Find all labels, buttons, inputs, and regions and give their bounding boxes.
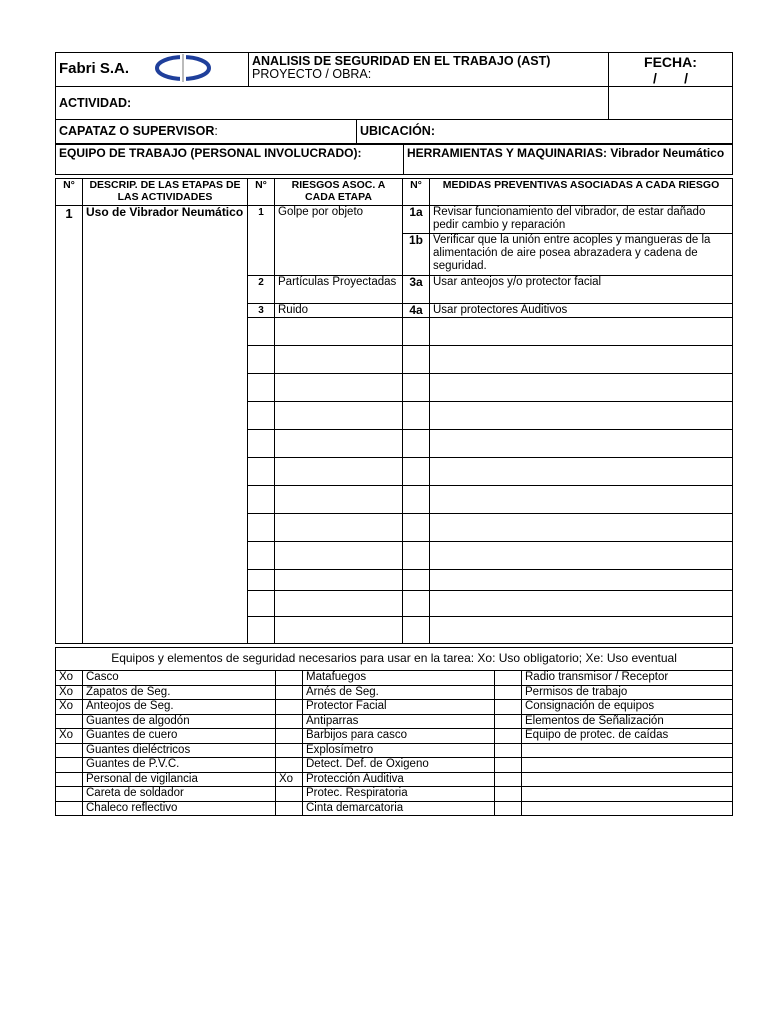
activity-field	[56, 87, 609, 120]
table-cell	[248, 617, 275, 644]
equipment-mark: Xo	[56, 685, 83, 700]
equipment-mark	[56, 787, 83, 802]
table-row	[56, 700, 733, 715]
equipment-item: Guantes de algodón	[83, 714, 276, 729]
equipment-title: Equipos y elementos de seguridad necesarios para usar en la tarea: Xo: Uso obligatorio; Xe: Uso eventual	[56, 648, 733, 671]
risk-text: Ruido	[275, 304, 403, 318]
equipment-mark	[56, 743, 83, 758]
equipment-mark	[276, 743, 303, 758]
equipment-mark	[276, 700, 303, 715]
equipment-item: Zapatos de Seg.	[83, 685, 276, 700]
table-cell	[403, 486, 430, 514]
date-value: / /	[652, 70, 688, 86]
equipment-item: Casco	[83, 671, 276, 686]
table-cell	[430, 430, 733, 458]
col-header-n3: N°	[403, 179, 430, 206]
equipment-mark: Xo	[276, 772, 303, 787]
table-row	[56, 714, 733, 729]
table-cell	[248, 374, 275, 402]
col-header-risks: RIESGOS ASOC. A CADA ETAPA	[275, 179, 403, 206]
table-cell	[248, 591, 275, 617]
table-row	[56, 772, 733, 787]
title-cell	[249, 53, 609, 87]
equipment-item: Protec. Respiratoria	[303, 787, 495, 802]
measure-number: 1a	[403, 206, 430, 234]
equipment-item: Personal de vigilancia	[83, 772, 276, 787]
equipment-mark	[56, 758, 83, 773]
equipment-mark: Xo	[56, 700, 83, 715]
table-cell	[248, 318, 275, 346]
equipment-item: Arnés de Seg.	[303, 685, 495, 700]
table-cell	[403, 570, 430, 591]
table-cell	[275, 570, 403, 591]
equipment-mark	[495, 685, 522, 700]
team-label: EQUIPO DE TRABAJO (PERSONAL INVOLUCRADO):	[59, 146, 362, 160]
equipment-item: Careta de soldador	[83, 787, 276, 802]
measure-text: Verificar que la unión entre acoples y mangueras de la alimentación de aire posea abrazadera y cadena de seguridad.	[430, 234, 733, 276]
equipment-mark	[56, 714, 83, 729]
table-cell	[248, 458, 275, 486]
table-cell	[248, 570, 275, 591]
activity-label: ACTIVIDAD:	[59, 95, 132, 110]
equipment-mark: Xo	[56, 729, 83, 744]
table-cell	[430, 318, 733, 346]
equipment-mark	[276, 758, 303, 773]
equipment-table	[55, 647, 733, 816]
equipment-item: Matafuegos	[303, 671, 495, 686]
equipment-item: Antiparras	[303, 714, 495, 729]
table-cell	[403, 318, 430, 346]
equipment-item: Guantes dieléctricos	[83, 743, 276, 758]
team-field	[56, 145, 404, 175]
table-cell	[275, 591, 403, 617]
table-row	[56, 729, 733, 744]
table-cell	[248, 542, 275, 570]
equipment-mark	[495, 671, 522, 686]
equipment-item: Permisos de trabajo	[522, 685, 733, 700]
equipment-item: Guantes de cuero	[83, 729, 276, 744]
measure-text: Revisar funcionamiento del vibrador, de estar dañado pedir cambio y reparación	[430, 206, 733, 234]
table-cell	[275, 458, 403, 486]
foreman-colon: :	[214, 124, 218, 138]
equipment-mark	[495, 743, 522, 758]
col-header-n2: N°	[248, 179, 275, 206]
equipment-mark	[495, 772, 522, 787]
table-cell	[403, 374, 430, 402]
tools-label: HERRAMIENTAS Y MAQUINARIAS: Vibrador Neumático	[407, 146, 725, 160]
risk-text: Partículas Proyectadas	[275, 276, 403, 304]
risk-number: 3	[248, 304, 275, 318]
table-cell	[275, 374, 403, 402]
table-cell	[275, 486, 403, 514]
measure-text: Usar protectores Auditivos	[430, 304, 733, 318]
equipment-item: Elementos de Señalización	[522, 714, 733, 729]
equipment-mark	[495, 758, 522, 773]
equipment-item: Guantes de P.V.C.	[83, 758, 276, 773]
table-cell	[403, 346, 430, 374]
table-cell	[248, 430, 275, 458]
foreman-label: CAPATAZ O SUPERVISOR	[59, 124, 215, 138]
equipment-item: Barbijos para casco	[303, 729, 495, 744]
equipment-item: Chaleco reflectivo	[83, 801, 276, 816]
measure-number: 3a	[403, 276, 430, 304]
company-name: Fabri S.A.	[59, 59, 130, 77]
table-cell	[275, 318, 403, 346]
table-cell	[403, 591, 430, 617]
table-row	[56, 801, 733, 816]
date-label: FECHA:	[644, 54, 697, 70]
table-cell	[430, 374, 733, 402]
equipment-item: Radio transmisor / Receptor	[522, 671, 733, 686]
equipment-item: Detect. Def. de Oxigeno	[303, 758, 495, 773]
equipment-item	[522, 758, 733, 773]
location-field	[357, 120, 733, 144]
equipment-mark	[276, 729, 303, 744]
table-cell	[248, 346, 275, 374]
table-cell	[248, 402, 275, 430]
table-row	[56, 787, 733, 802]
location-label: UBICACIÓN:	[360, 124, 435, 138]
table-row	[56, 206, 733, 234]
table-cell	[275, 617, 403, 644]
doc-title: ANALISIS DE SEGURIDAD EN EL TRABAJO (AST)	[252, 54, 551, 68]
measure-number: 1b	[403, 234, 430, 276]
equipment-mark	[276, 671, 303, 686]
col-header-n1: N°	[56, 179, 83, 206]
table-cell	[430, 570, 733, 591]
equipment-mark	[276, 787, 303, 802]
equipment-item	[522, 801, 733, 816]
equipment-mark	[56, 772, 83, 787]
measure-number: 4a	[403, 304, 430, 318]
stage-number: 1	[56, 206, 83, 644]
equipment-mark	[276, 714, 303, 729]
table-cell	[430, 542, 733, 570]
activity-blank	[609, 87, 733, 120]
ast-form	[55, 52, 732, 816]
equipment-mark	[495, 700, 522, 715]
table-cell	[403, 514, 430, 542]
equipment-item: Protección Auditiva	[303, 772, 495, 787]
table-cell	[403, 458, 430, 486]
measure-text: Usar anteojos y/o protector facial	[430, 276, 733, 304]
table-cell	[275, 402, 403, 430]
table-cell	[430, 458, 733, 486]
table-row	[56, 743, 733, 758]
date-cell	[609, 53, 733, 87]
equipment-mark: Xo	[56, 671, 83, 686]
equipment-item: Equipo de protec. de caídas	[522, 729, 733, 744]
equipment-item: Explosímetro	[303, 743, 495, 758]
equipment-item: Consignación de equipos	[522, 700, 733, 715]
equipment-item: Protector Facial	[303, 700, 495, 715]
table-row	[56, 671, 733, 686]
table-cell	[248, 486, 275, 514]
table-cell	[430, 486, 733, 514]
table-row	[56, 758, 733, 773]
equipment-item	[522, 787, 733, 802]
project-label: PROYECTO / OBRA:	[252, 67, 372, 81]
risk-number: 1	[248, 206, 275, 276]
table-cell	[430, 514, 733, 542]
equipment-mark	[495, 714, 522, 729]
table-header-row	[56, 179, 733, 206]
foreman-field	[56, 120, 357, 144]
risk-text: Golpe por objeto	[275, 206, 403, 276]
table-cell	[275, 514, 403, 542]
table-cell	[430, 346, 733, 374]
stage-description: Uso de Vibrador Neumático	[83, 206, 248, 644]
table-cell	[275, 430, 403, 458]
table-cell	[430, 402, 733, 430]
equipment-item	[522, 743, 733, 758]
table-row	[56, 685, 733, 700]
equipment-mark	[56, 801, 83, 816]
col-header-measures: MEDIDAS PREVENTIVAS ASOCIADAS A CADA RIESGO	[430, 179, 733, 206]
table-cell	[430, 591, 733, 617]
equipment-item: Anteojos de Seg.	[83, 700, 276, 715]
equipment-mark	[276, 801, 303, 816]
table-cell	[430, 617, 733, 644]
equipment-mark	[495, 801, 522, 816]
risk-analysis-table	[55, 178, 733, 644]
col-header-stages: DESCRIP. DE LAS ETAPAS DE LAS ACTIVIDADES	[83, 179, 248, 206]
table-cell	[403, 617, 430, 644]
equipment-mark	[495, 729, 522, 744]
tools-field	[404, 145, 733, 175]
equipment-item: Cinta demarcatoria	[303, 801, 495, 816]
table-cell	[275, 542, 403, 570]
team-tools-table	[55, 144, 733, 175]
table-cell	[403, 542, 430, 570]
table-cell	[403, 402, 430, 430]
equipment-mark	[276, 685, 303, 700]
equipment-mark	[495, 787, 522, 802]
company-cell	[56, 53, 249, 87]
table-cell	[403, 430, 430, 458]
risk-number: 2	[248, 276, 275, 304]
equipment-item	[522, 772, 733, 787]
table-cell	[275, 346, 403, 374]
company-logo	[153, 53, 213, 86]
table-cell	[248, 514, 275, 542]
header-table	[55, 52, 733, 144]
